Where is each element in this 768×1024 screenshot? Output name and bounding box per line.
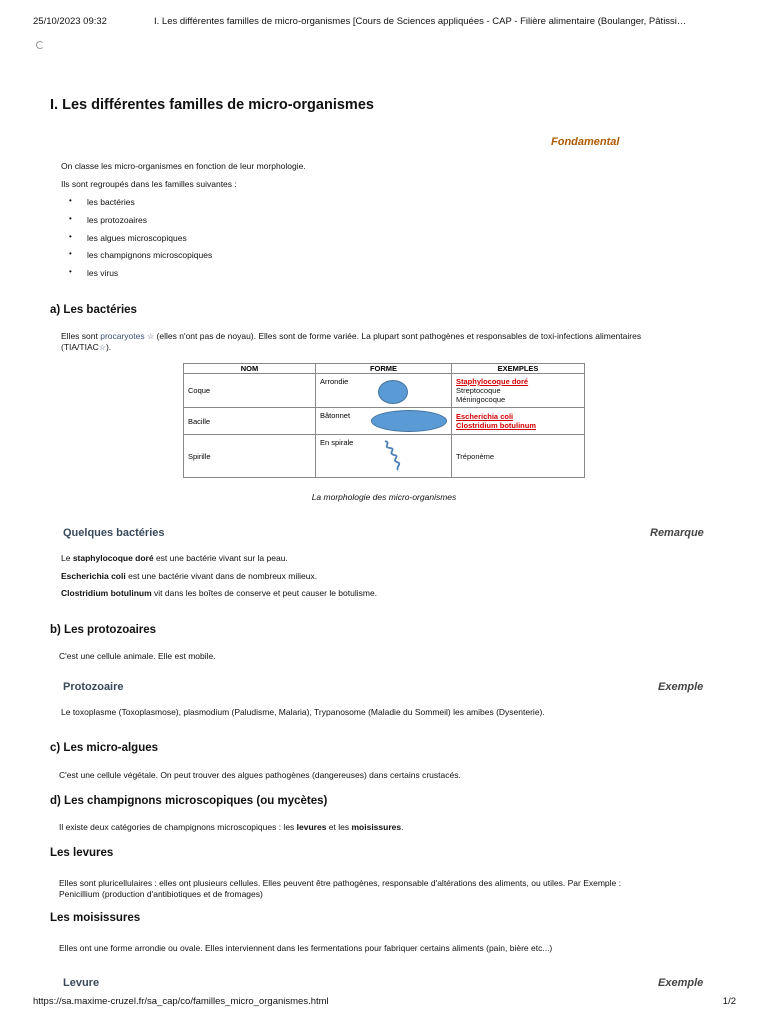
bacteries-text-pre: Elles sont [61, 331, 101, 341]
bacille-shape-icon [371, 410, 447, 432]
protozoaires-text: C'est une cellule animale. Elle est mobile. [59, 651, 216, 661]
glossary-star-icon[interactable]: ☆ [147, 332, 155, 341]
champignons-text [59, 822, 403, 833]
list-item: • les algues microscopiques [69, 233, 212, 251]
exemple-label: Exemple [658, 681, 704, 693]
box-title-protozoaire: Protozoaire [63, 681, 124, 693]
column-header-forme: FORME [316, 364, 452, 374]
example-text: Méningocoque [456, 395, 506, 404]
example-text: Tréponème [456, 451, 495, 461]
exemple-label: Exemple [658, 977, 704, 989]
page-url: https://sa.maxime-cruzel.fr/sa_cap/co/familles_micro_organismes.html [33, 996, 329, 1007]
section-heading-levures: Les levures [50, 847, 114, 859]
text: Penicillium (production d'antibiotiques et de fromages) [59, 889, 263, 899]
section-heading-champignons: d) Les champignons microscopiques (ou mycètes) [50, 795, 328, 807]
bacteries-text-line2: (TIA/TIAC [61, 342, 99, 352]
moisissures-text: Elles ont une forme arrondie ou ovale. Elles interviennent dans les fermentations pour fabriquer certains aliments (pain, bière etc...) [59, 943, 553, 953]
forme-label: Bâtonnet [320, 411, 351, 420]
bold-term: levures [296, 822, 327, 832]
page-number: 1/2 [722, 996, 736, 1007]
list-item: • les champignons microscopiques [69, 250, 212, 268]
bold-term: Escherichia coli [61, 571, 126, 581]
box-title-levure: Levure [63, 977, 100, 989]
forme-label: En spirale [320, 438, 354, 447]
cell-exemples [452, 435, 585, 478]
text: . [401, 822, 404, 832]
bold-term: Clostridium botulinum [61, 588, 152, 598]
intro-line-2: Ils sont regroupés dans les familles suivantes : [61, 179, 237, 189]
cell-exemples [452, 374, 585, 408]
loading-spinner-icon [36, 41, 44, 49]
bacteries-text [61, 331, 741, 353]
levures-text [59, 878, 749, 900]
example-text: Streptocoque [456, 386, 501, 395]
print-title: I. Les différentes familles de micro-organismes [Cours de Sciences appliquées - CAP - Filière alimentaire (Boulanger, Pâtissi… [154, 16, 687, 27]
morphology-table [183, 363, 585, 478]
table-row [184, 408, 585, 435]
coque-shape-icon [378, 380, 408, 404]
section-heading-moisissures: Les moisissures [50, 912, 141, 924]
section-heading-algues: c) Les micro-algues [50, 742, 159, 754]
protozoaire-example-text: Le toxoplasme (Toxoplasmose), plasmodium (Paludisme, Malaria), Trypanosome (Maladie du Sommeil) les amibes (Dysenterie). [61, 707, 545, 717]
text: Elles sont pluricellulaires : elles ont plusieurs cellules. Elles peuvent être pathogènes, responsable d'altérations des aliments, ou utiles. Par Exemple : [59, 878, 621, 888]
remarque-label: Remarque [650, 527, 704, 539]
list-item: • les bactéries [69, 197, 212, 215]
bacterie-line-1 [61, 553, 288, 564]
cell-nom: Bacille [184, 408, 316, 435]
example-link[interactable]: Clostridium botulinum [456, 421, 536, 430]
column-header-nom: NOM [184, 364, 316, 374]
text: et les [326, 822, 352, 832]
column-header-exemples: EXEMPLES [452, 364, 585, 374]
bacteries-text-end: ). [105, 342, 112, 352]
procaryotes-link[interactable]: procaryotes [100, 331, 145, 341]
spirille-shape-icon [382, 439, 406, 471]
intro-line-1: On classe les micro-organismes en fonction de leur morphologie. [61, 161, 306, 171]
bacterie-line-2 [61, 571, 317, 582]
list-item: • les virus [69, 268, 212, 286]
fondamental-label: Fondamental [551, 136, 620, 148]
text: Il existe deux catégories de champignons microscopiques : les [59, 822, 297, 832]
section-heading-protozoaires: b) Les protozoaires [50, 624, 157, 636]
cell-nom: Coque [184, 374, 316, 408]
bold-term: moisissures [351, 822, 402, 832]
bold-term: staphylocoque doré [72, 553, 154, 563]
cell-forme [316, 374, 452, 408]
example-link[interactable]: Staphylocoque doré [456, 377, 529, 386]
section-heading-bacteries: a) Les bactéries [50, 304, 137, 316]
families-list [69, 197, 212, 286]
cell-forme [316, 408, 452, 435]
text: est une bactérie vivant dans de nombreux milieux. [125, 571, 318, 581]
text: vit dans les boîtes de conserve et peut causer le botulisme. [151, 588, 378, 598]
print-date: 25/10/2023 09:32 [33, 16, 107, 27]
table-caption: La morphologie des micro-organismes [311, 492, 457, 502]
algues-text: C'est une cellule végétale. On peut trouver des algues pathogènes (dangereuses) dans certains crustacés. [59, 770, 461, 780]
list-item: • les protozoaires [69, 215, 212, 233]
example-link[interactable]: Escherichia coli [456, 412, 514, 421]
text: Le [61, 553, 73, 563]
box-title-quelques-bacteries: Quelques bactéries [63, 527, 165, 539]
bacterie-line-3 [61, 588, 377, 599]
glossary-star-icon[interactable]: ☆ [98, 343, 106, 352]
forme-label: Arrondie [320, 377, 349, 386]
bacteries-text-mid: (elles n'ont pas de noyau). Elles sont de forme variée. La plupart sont pathogènes et responsables de toxi-infections alimentaires [154, 331, 642, 341]
cell-exemples [452, 408, 585, 435]
table-row [184, 374, 585, 408]
text: est une bactérie vivant sur la peau. [153, 553, 288, 563]
page-title: I. Les différentes familles de micro-organismes [50, 97, 374, 113]
cell-forme [316, 435, 452, 478]
cell-nom: Spirille [184, 435, 316, 478]
table-row [184, 435, 585, 478]
